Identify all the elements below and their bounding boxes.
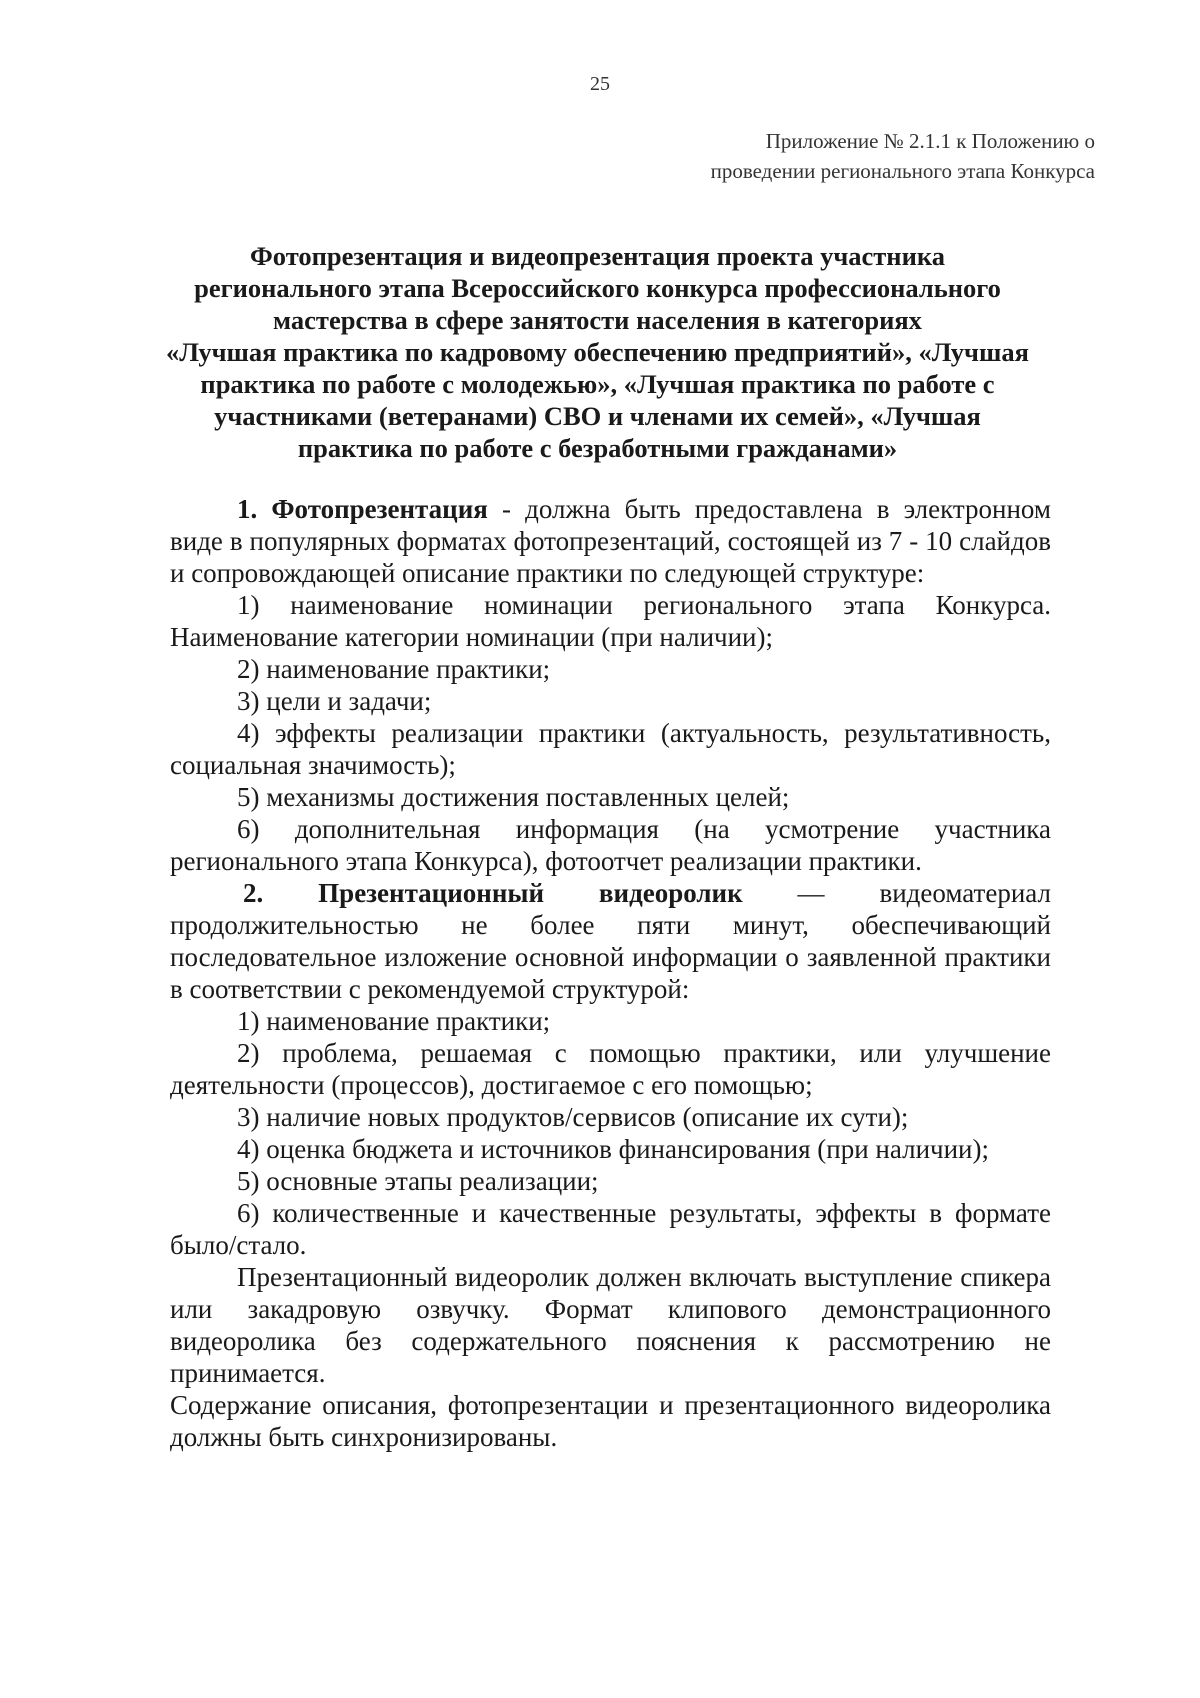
section-2-number: 2. xyxy=(243,878,264,908)
list-item: 6) количественные и качественные результаты, эффекты в формате было/стало. xyxy=(170,1198,1051,1260)
section-1-number: 1. xyxy=(237,494,258,524)
appendix-line: Приложение № 2.1.1 к Положению о xyxy=(765,129,1095,153)
list-item: 2) проблема, решаемая с помощью практики, или улучшение деятельности (процессов), достигаемое с его помощью; xyxy=(170,1038,1051,1100)
title-line: регионального этапа Всероссийского конкурса профессионального xyxy=(194,273,1001,303)
title-line: участниками (ветеранами) СВО и членами их семей», «Лучшая xyxy=(214,401,981,431)
closing-paragraph: Содержание описания, фотопрезентации и презентационного видеоролика должны быть синхронизированы. xyxy=(170,1390,1051,1452)
section-2-heading: Презентационный видеоролик xyxy=(318,878,743,908)
list-item: 4) оценка бюджета и источников финансирования (при наличии); xyxy=(237,1134,989,1164)
list-item: 1) наименование номинации регионального этапа Конкурса. Наименование категории номинации (при наличии); xyxy=(170,590,1051,652)
document-title xyxy=(140,240,1055,464)
title-line: практика по работе с молодежью», «Лучшая практика по работе с xyxy=(200,369,995,399)
section-1-intro xyxy=(170,493,1051,589)
appendix-reference xyxy=(495,126,1095,186)
list-item: 1) наименование практики; xyxy=(237,1006,551,1036)
list-item: 5) основные этапы реализации; xyxy=(237,1166,599,1196)
list-item: 2) наименование практики; xyxy=(237,654,551,684)
list-item: 6) дополнительная информация (на усмотрение участника регионального этапа Конкурса), фотоотчет реализации практики. xyxy=(170,814,1051,876)
title-line: мастерства в сфере занятости населения в категориях xyxy=(273,305,922,335)
section-2-note: Презентационный видеоролик должен включать выступление спикера или закадровую озвучку. Формат клипового демонстрационного видеоролика без содержательного пояснения к рассмотрению не принимается. xyxy=(170,1262,1051,1388)
page-number: 25 xyxy=(590,73,610,95)
title-line: Фотопрезентация и видеопрезентация проекта участника xyxy=(250,241,945,271)
section-2-intro xyxy=(170,877,1051,1005)
list-item: 4) эффекты реализации практики (актуальность, результативность, социальная значимость); xyxy=(170,718,1051,780)
document-body xyxy=(170,493,1051,1453)
section-1-heading: Фотопрезентация xyxy=(271,494,488,524)
title-line: «Лучшая практика по кадровому обеспечению предприятий», «Лучшая xyxy=(166,337,1029,367)
title-line: практика по работе с безработными гражданами» xyxy=(297,433,898,463)
list-item: 5) механизмы достижения поставленных целей; xyxy=(237,782,790,812)
appendix-line: проведении регионального этапа Конкурса xyxy=(710,159,1095,183)
section-1-text: - должна быть предоставлена в электронном виде в популярных форматах фотопрезентаций, состоящей из 7 - 10 слайдов и сопровождающей описание практики по следующей структуре: xyxy=(170,494,1051,588)
list-item: 3) цели и задачи; xyxy=(237,686,432,716)
section-2-text: — видеоматериал продолжительностью не более пяти минут, обеспечивающий последовательное изложение основной информации о заявленной практики в соответствии с рекомендуемой структурой: xyxy=(170,878,1051,1004)
list-item: 3) наличие новых продуктов/сервисов (описание их сути); xyxy=(237,1102,909,1132)
